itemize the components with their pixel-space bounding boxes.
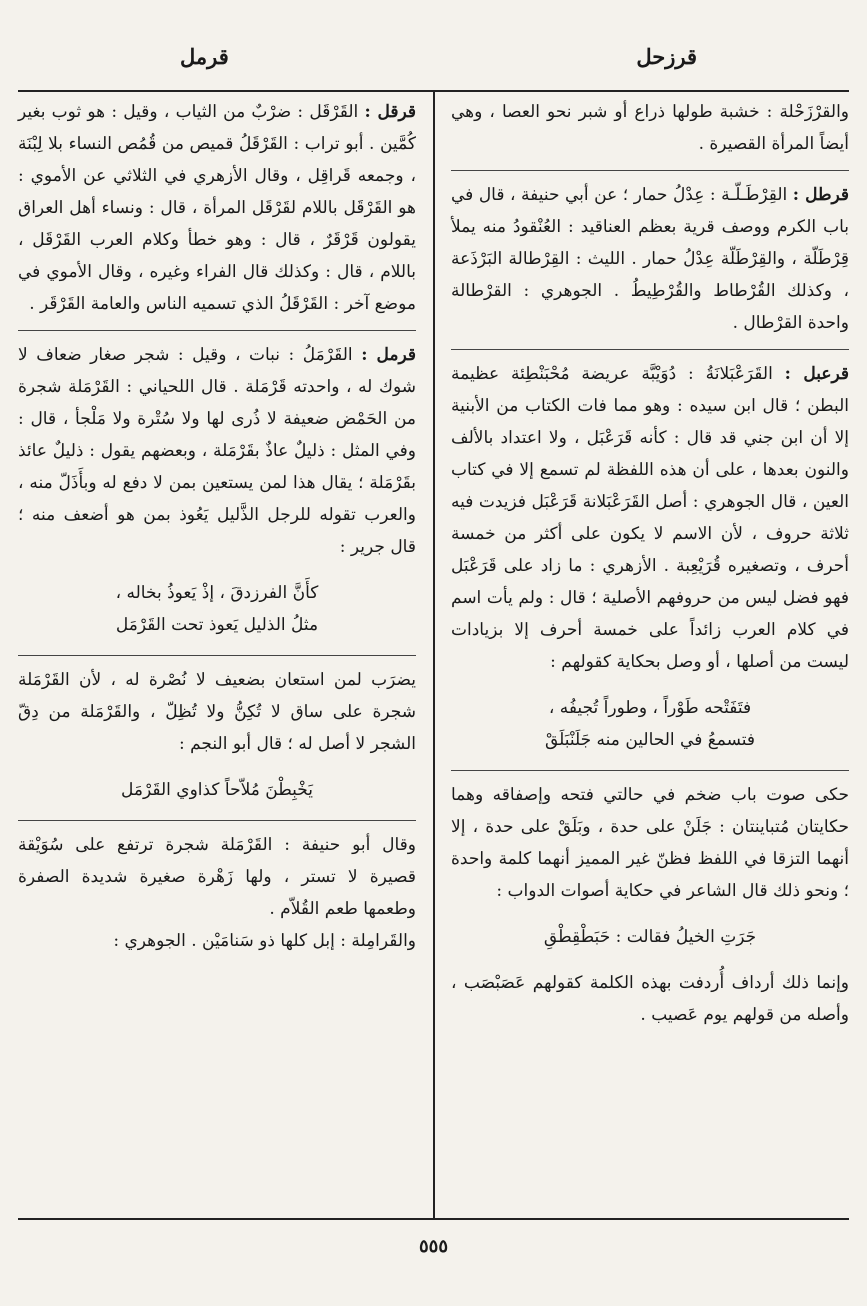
verse-line: جَرَتِ الخيلُ فقالت : حَبَطْقِطْقِ <box>543 927 757 947</box>
separator <box>451 770 849 771</box>
headword: قرعبل : <box>784 364 849 384</box>
entry-qaraabal <box>451 349 849 1031</box>
column-divider <box>433 90 435 1218</box>
entry-text: القَرْقَل : ضرْبٌ من الثياب ، وقيل : هو ثوب بغير كُمَّين . أبو تراب : القَرْقَلُ قميص من قُمُص النساء بلا لِبْنَة ، وجمعه قَراقِل ، وقال الأزهري في الثلاثي عن الأموي : هو القَرْقَل باللام لقَرْقَل المرأة ، قال : ونساء أهل العراق يقولون قَرْقَرٌ ، قال : وهو خطأ وكلام العرب القَرْقَل ، باللام ، قال : وكذلك قال الفراء وغيره ، وقال الأموي في موضع آخر : القَرْقَلُ الذي تسميه الناس والعامة القَرْقَر . <box>18 102 416 314</box>
verse <box>18 577 416 641</box>
page-number: ٥٥٥ <box>418 1236 448 1257</box>
entry-qarqal <box>18 96 416 320</box>
entry-text: والقرْزَحْلة : خشبة طولها ذراع أو شبر نحو العصا ، وهي أيضاً المرأة القصيرة . <box>451 102 849 154</box>
verse-line: فتسمعُ في الحالين منه جَلَنْبَلَقْ <box>544 730 756 750</box>
entry-text: يضرَب لمن استعان بضعيف لا نُصْرة له ، لأن القَرْمَلة شجرة على ساق لا تُكِنُّ ولا تُظِلّ ، والقَرْمَلة من دِقّ الشجر لا أصل له ؛ قال أبو النجم : <box>18 670 416 754</box>
running-head-right: قرزحل <box>636 44 697 69</box>
headword: قرطل : <box>792 185 850 205</box>
entry-qartal <box>451 170 849 339</box>
entry-text: القَرْمَلُ : نبات ، وقيل : شجر صغار ضعاف لا شوك له ، واحدته قَرْمَلة . قال اللحياني : القَرْمَلة شجرة من الحَمْض ضعيفة لا ذُرى لها ولا سُتْرة ولا مَلْجأ ، قال : وفي المثل : ذليلٌ عاذٌ بقَرْمَلة ، وبعضهم يقول : ذليلٌ عائذ بقَرْمَلة ؛ يقال هذا لمن يستعين بمن لا دفع له وبأَذَلّ منه ، والعرب تقوله للرجل الذَّليل يَعُوذ بمن هو أضعف منه ؛ قال جرير : <box>18 345 416 557</box>
verse <box>18 774 416 806</box>
entry-text: وقال أبو حنيفة : القَرْمَلة شجرة ترتفع على سُوَيْقة قصيرة لا تستر ، ولها زَهْرة صغيرة شديدة الصفرة وطعمها طعم القُلاّم . <box>18 835 416 919</box>
running-head-left: قرمل <box>180 44 229 69</box>
entry-qarmal <box>18 330 416 957</box>
entry-text: والقَرامِلة : إبل كلها ذو سَنامَيْن . الجوهري : <box>113 931 416 951</box>
verse <box>451 692 849 756</box>
separator <box>18 655 416 656</box>
verse <box>451 921 849 953</box>
verse-line: مثلُ الذليل يَعوذ تحت القَرْمَل <box>115 615 319 635</box>
entry-text: حكى صوت باب ضخم في حالتي فتحه وإصفاقه وهما حكايتان مُتباينتان : جَلَنْ على حدة ، وبَلَقْ على حدة ، إلا أنهما التزقا في اللفظ فظنّ غير المميز أنهما كلمة واحدة ؛ ونحو ذلك قال الشاعر في حكاية أصوات الدواب : <box>451 785 849 901</box>
entry-text: القَرَعْبَلانَةُ : دُوَيْبَّة عريضة مُحْبَنْطِئة عظيمة البطن ؛ قال ابن سيده : وهو مما فات الكتاب من الأبنية إلا أن ابن جني قد قال : كأنه قَرَعْبَل ، ولا اعتداد بالألف والنون بعدها ، على أن هذه اللفظة لم تسمع إلا في كتاب العين ، قال الجوهري : أصل القَرَعْبَلانة قَرَعْبَل فزيدت فيه ثلاثة حروف ، لأن الاسم لا يكون على أكثر من خمسة أحرف ، وتصغيره قُرَيْعِبة . الأزهري : ما زاد على قَرَعْبَل فهو فضل ليس من حروفهم الأصلية ؛ قال : ولم يأت اسم في كلام العرب زائداً على خمسة أحرف إلا بزيادات ليست من أصلها ، أو وصل بحكاية كقولهم : <box>451 364 849 672</box>
verse-line: كأَنَّ الفرزدقَ ، إذْ يَعوذُ بخاله ، <box>115 583 319 603</box>
entry-qarzahl-continued <box>451 96 849 160</box>
bottom-rule <box>18 1218 849 1220</box>
separator <box>18 820 416 821</box>
verse-line: فتَفَتْحه طَوْراً ، وطوراً تُجيفُه ، <box>548 698 752 718</box>
right-column <box>451 96 849 1041</box>
headword: قرقل : <box>364 102 416 122</box>
entry-text: وإنما ذلك أرداف أُردفت بهذه الكلمة كقولهم عَصَبْصَب ، وأصله من قولهم يوم عَصيب . <box>451 973 849 1025</box>
headword: قرمل : <box>361 345 416 365</box>
left-column <box>18 96 416 967</box>
entry-text: القِرْطَـلّـة : عِدْلُ حمار ؛ عن أبي حنيفة ، قال في باب الكرم ووصف قرية بعظم العناقيد : العُنْقودُ منه يملأ قِرْطَلّة ، والقِرْطَلّة عِدْلُ حمار . الليث : القِرْطالة البَرْذَعة ، وكذلك القُرْطاط والقُرْطِيطُ . الجوهري : القرْطالة واحدة القرْطال . <box>451 185 849 333</box>
verse-line: يَخْبِطْنَ مُلاّحاً كذاوي القَرْمَل <box>121 780 313 800</box>
